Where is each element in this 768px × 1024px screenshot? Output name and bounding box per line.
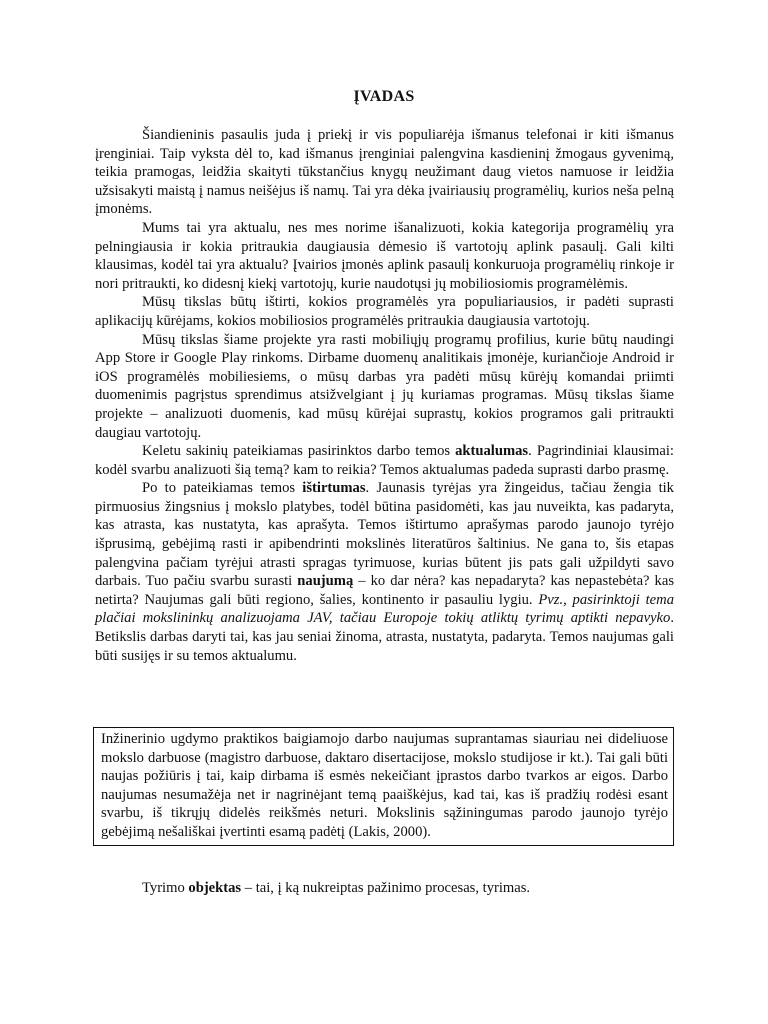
box-text: Inžinerinio ugdymo praktikos baigiamojo darbo naujumas suprantamas siauriau nei dideliuose mokslo darbuose (magistro darbuose, daktaro disertacijose, mokslo studijose ir kt.). Tai gali būti naujas požiūris į tai, kaip dirbama iš esmės nekeičiant įprastos darbo tvarkos ar eigos. Darbo naujumas nesumažėja net ir nagrinėjant temą paaiškėjus, kad tai, kas iš pradžių rodėsi esant svarbu, iš tikrųjų didelės reikšmės neturi. Mokslinis sąžiningumas parodo jaunojo tyrėjo gebėjimą nešališkai įvertinti esamą padėtį (Lakis, 2000). [101, 731, 668, 840]
paragraph-4: Mūsų tikslas šiame projekte yra rasti mobiliųjų programų profilius, kurie būtų naudingi App Store ir Google Play rinkoms. Dirbame duomenų analitikais įmonėje, kuriančioje Android ir iOS programėlės mobiliesiems, o mūsų darbas yra padėti mūsų kūrėjų komandai priimti duomenimis pagrįstus sprendimus atsižvelgiant į jų kuriamas programas. Mūsų tikslas šiame projekte – analizuoti duomenis, kad mūsų kūrėjai suprastų, kokios programos gali pritraukti daugiau vartotojų. [95, 331, 674, 441]
paragraph-1: Šiandieninis pasaulis juda į priekį ir vis populiarėja išmanus telefonai ir kiti išmanus įrenginiai. Taip vyksta dėl to, kad išmanus įrenginiai palengvina kasdieninį žmogaus gyvenimą, teikia pramogas, leidžia skaityti tūkstančius knygų neužimant daug vietos namuose ir leidžia užsisakyti maistą į namus neišėjus iš namų. Tai yra dėka įvairiausių programėlių, kurios neša pelną įmonėms. [95, 127, 674, 218]
intro-body [95, 126, 674, 665]
novelty-note-box [93, 727, 674, 846]
text-run: Keletu sakinių pateikiamas pasirinktos darbo temos [142, 443, 456, 460]
term-aktualumas: aktualumas [455, 443, 529, 460]
paragraph-2: Mums tai yra aktualu, nes mes norime išanalizuoti, kokia kategorija programėlių yra pelningiausia ir kokia pritraukia daugiausia dėmesio iš vartotojų aplink pasaulį. Gali kilti klausimas, kodėl tai yra aktualu? Įvairios įmonės aplink pasaulį konkuruoja programėlių rinkoje ir nori pritraukti, ko didesnį kiekį vartotojų, kurie naudotųsi jų mobiliosiomis programėlėmis. [95, 219, 674, 292]
term-istirtumas: ištirtumas [302, 480, 366, 497]
paragraph-relevance [95, 442, 674, 479]
paragraph-object [95, 879, 674, 898]
paragraph-research-state [95, 479, 674, 665]
text-run: Tyrimo [142, 880, 189, 896]
text-run: . Jaunasis tyrėjas yra žingeidus, tačiau žengia tik pirmuosius žingsnius į mokslo platybes, todėl būtina pasidomėti, kas jau nuveikta, kas padaryta, kas atrasta, kas nustatyta, kas aprašyta. Temos ištirtumo aprašymas parodo jaunojo tyrėjo išprusimą, gebėjimą rasti ir apibendrinti mokslinės literatūros šaltinius. Ne gana to, šis etapas palengvina pačiam tyrėjui atrasti spragas tyrimuose, kurias būtent jis pats gali užpildyti savo darbais. Tuo pačiu svarbu surasti [95, 480, 674, 590]
text-run: – tai, į ką nukreiptas pažinimo procesas, tyrimas. [241, 880, 531, 896]
text-run: . Pagrindiniai klausimai: kodėl svarbu analizuoti šią temą? kam to reikia? Temos aktualumas padeda suprasti darbo prasmę. [95, 443, 674, 478]
page-title: ĮVADAS [353, 88, 415, 105]
term-naujuma: naujumą [297, 573, 354, 590]
object-section [95, 879, 674, 898]
text-run: Po to pateikiamas temos [142, 480, 303, 497]
text-run: – ko dar nėra? kas nepadaryta? kas nepastebėta? kas netirta? Naujumas gali būti regiono, šalies, kontinento ir pasauliu lygiu. [95, 573, 674, 608]
example-italic: Pvz., pasirinktoji tema plačiai mokslininkų analizuojama JAV, tačiau Europoje tokių atliktų tyrimų aptikti nepavyko [95, 591, 674, 627]
text-run: . Betikslis darbas daryti tai, kas jau seniai žinoma, atrasta, nustatyta, padaryta. Temos naujumas gali būti susijęs ir su temos aktualumu. [95, 610, 674, 664]
paragraph-3: Mūsų tikslas būtų ištirti, kokios programėlės yra populiariausios, ir padėti suprasti aplikacijų kūrėjams, kokios mobiliosios programėlės pritraukia daugiausia vartotojų. [95, 294, 674, 329]
term-objektas: objektas [188, 880, 242, 896]
